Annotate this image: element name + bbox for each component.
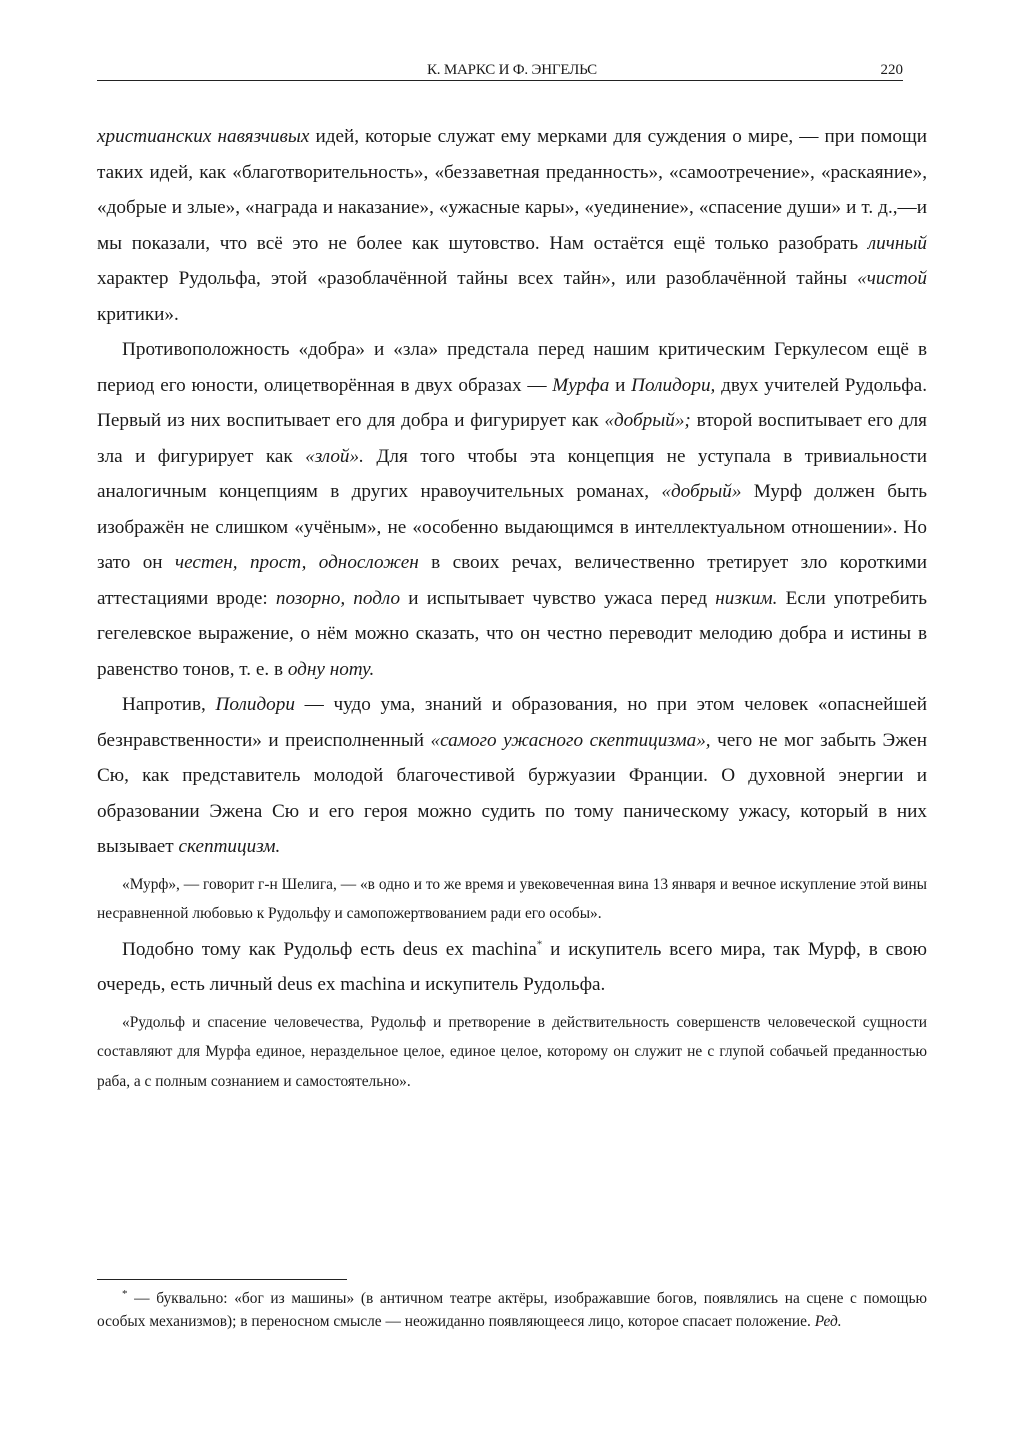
main-text [97,119,927,1096]
footnote [97,1288,927,1333]
block-quote-2: «Рудольф и спасение человечества, Рудольф и претворение в действительность совершенств человеческой сущности составляют для Мурфа единое, нераздельное целое, единое целое, которому он служит не с глупой собачьей преданностью раба, а с полным сознанием и самостоятельно». [97,1013,927,1090]
paragraph-1: христианских навязчивых идей, которые служат ему мерками для суждения о мире, — при помощи таких идей, как «благотворительность», «беззаветная преданность», «самоотречение», «раскаяние», «добрые и злые», «награда и наказание», «ужасные кары», «уединение», «спасение души» и т. д.,—и мы показали, что всё это не более как шутовство. Нам остаётся ещё только разобрать личный характер Рудольфа, этой «разоблачённой тайны всех тайн», или разоблачённой тайны «чистой критики». [97,126,927,325]
paragraph-2: Противоположность «добра» и «зла» предстала перед нашим критическим Геркулесом ещё в период его юности, олицетворённая в двух образах — Мурфа и Полидори, двух учителей Рудольфа. Первый из них воспитывает его для добра и фигурирует как «добрый»; второй воспитывает его для зла и фигурирует как «злой». Для того чтобы эта концепция не уступала в тривиальности аналогичным концепциям в других нравоучительных романах, «добрый» Мурф должен быть изображён не слишком «учёным», не «особенно выдающимся в интеллектуальном отношении». Но зато он честен, прост, односложен в своих речах, величественно третирует зло короткими аттестациями вроде: позорно, подло и испытывает чувство ужаса перед низким. Если употребить гегелевское выражение, о нём можно сказать, что он честно переводит мелодию добра и истины в равенство тонов, т. е. в одну ноту. [97,339,928,680]
running-header [97,62,903,81]
block-quote-1: «Мурф», — говорит г-н Шелига, — «в одно и то же время и увековеченная вина 13 января и вечное искупление этой вины несравненной любовью к Рудольфу и самопожертвованием ради его особы». [97,875,927,922]
paragraph-4: Подобно тому как Рудольф есть deus ex machina* и искупитель всего мира, так Мурф, в свою очередь, есть личный deus ex machina и искупитель Рудольфа. [97,938,927,995]
running-header-author: К. МАРКС И Ф. ЭНГЕЛЬС [427,62,597,78]
paragraph-3: Напротив, Полидори — чудо ума, знаний и образования, но при этом человек «опаснейшей безнравственности» и преисполненный «самого ужасного скептицизма», чего не мог забыть Эжен Сю, как представитель молодой благочестивой буржуазии Франции. О духовной энергии и образовании Эжена Сю и его героя можно судить по тому паническому ужасу, который в них вызывает скептицизм. [97,694,928,857]
footnote-mark: * [122,1287,128,1300]
footnote-editor: Ред. [814,1312,842,1330]
footnote-marker[interactable]: * [536,938,543,951]
page-number: 220 [880,62,903,78]
footnote-text: — буквально: «бог из машины» (в античном театре актёры, изображавшие богов, появлялись на сцене с помощью особых механизмов); в переносном смысле — неожиданно появляющееся лицо, которое спасает положение. [97,1290,927,1330]
footnote-divider [97,1279,347,1280]
